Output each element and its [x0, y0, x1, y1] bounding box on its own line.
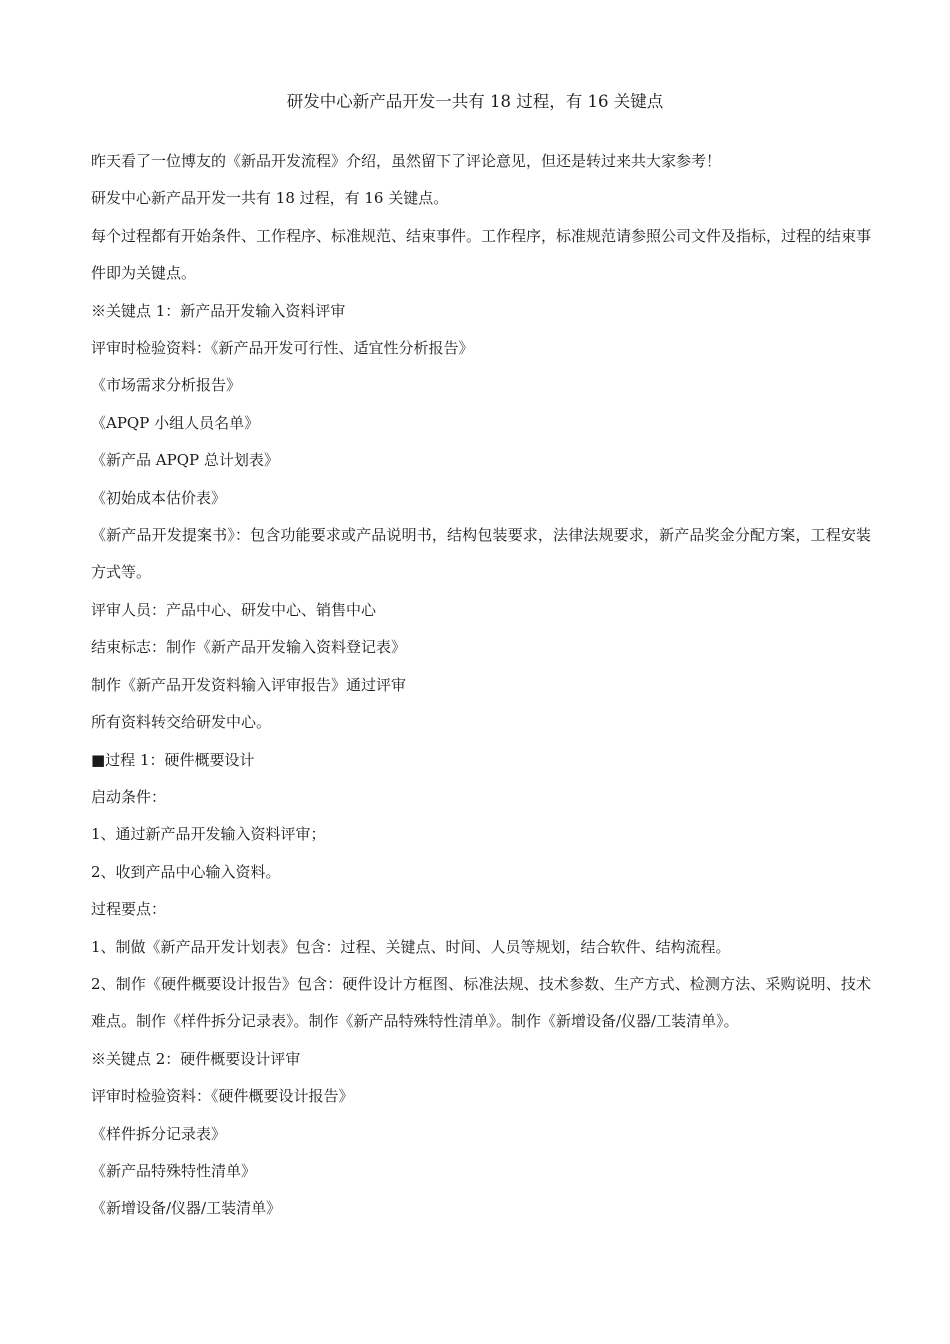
keypoint-1-review-materials: 评审时检验资料：《新产品开发可行性、适宜性分析报告》 — [91, 339, 474, 358]
keypoint-2-review-materials: 评审时检验资料：《硬件概要设计报告》 — [91, 1087, 354, 1106]
process-1-heading: ■过程 1：硬件概要设计 — [91, 750, 255, 769]
keypoint-2-doc-sample-split: 《样件拆分记录表》 — [91, 1124, 227, 1143]
keypoint-1-doc-proposal: 《新产品开发提案书》：包含功能要求或产品说明书，结构包装要求，法律法规要求，新产品奖金分配方案，工程安装方式等。 — [91, 526, 871, 582]
keypoint-1-end-marker: 结束标志：制作《新产品开发输入资料登记表》 — [91, 638, 407, 657]
keypoint-1-doc-apqp-plan: 《新产品 APQP 总计划表》 — [91, 451, 279, 470]
keypoint-1-handover: 所有资料转交给研发中心。 — [91, 713, 272, 732]
process-1-key-point-2: 2、制作《硬件概要设计报告》包含：硬件设计方框图、标准法规、技术参数、生产方式、检测方法、采购说明、技术难点。制作《样件拆分记录表》。制作《新产品特殊特性清单》。制作《新增设备/仪器/工装清单》。 — [91, 974, 871, 1031]
keypoint-2-heading: ※关键点 2：硬件概要设计评审 — [91, 1049, 301, 1068]
process-1-key-points-label: 过程要点： — [91, 900, 167, 919]
paragraph-intro: 昨天看了一位博友的《新品开发流程》介绍，虽然留下了评论意见，但还是转过来共大家参考！ — [91, 152, 722, 170]
keypoint-1-doc-apqp-team: 《APQP 小组人员名单》 — [91, 413, 260, 432]
keypoint-1-reviewers: 评审人员：产品中心、研发中心、销售中心 — [91, 600, 377, 619]
keypoint-1-doc-market-analysis: 《市场需求分析报告》 — [91, 376, 242, 395]
process-1-start-conditions-label: 启动条件： — [91, 787, 167, 806]
document-body — [91, 143, 871, 1228]
paragraph-process-description: 每个过程都有开始条件、工作程序、标准规范、结束事件。工作程序，标准规范请参照公司文件及指标，过程的结束事件即为关键点。 — [91, 226, 872, 283]
paragraph-summary: 研发中心新产品开发一共有 18 过程，有 16 关键点。 — [91, 189, 449, 208]
keypoint-1-review-report: 制作《新产品开发资料输入评审报告》通过评审 — [91, 675, 407, 694]
process-1-start-condition-1: 1、通过新产品开发输入资料评审； — [91, 825, 326, 844]
process-1-start-condition-2: 2、收到产品中心输入资料。 — [91, 862, 281, 881]
keypoint-2-doc-special-characteristics: 《新产品特殊特性清单》 — [91, 1161, 257, 1180]
keypoint-2-doc-new-equipment: 《新增设备/仪器/工装清单》 — [91, 1199, 282, 1218]
keypoint-1-heading: ※关键点 1：新产品开发输入资料评审 — [91, 301, 346, 320]
process-1-key-point-1: 1、制做《新产品开发计划表》包含：过程、关键点、时间、人员等规划，结合软件、结构流程。 — [91, 937, 731, 956]
keypoint-1-doc-cost-estimate: 《初始成本估价表》 — [91, 488, 227, 507]
document-title: 研发中心新产品开发一共有 18 过程，有 16 关键点 — [286, 92, 664, 111]
